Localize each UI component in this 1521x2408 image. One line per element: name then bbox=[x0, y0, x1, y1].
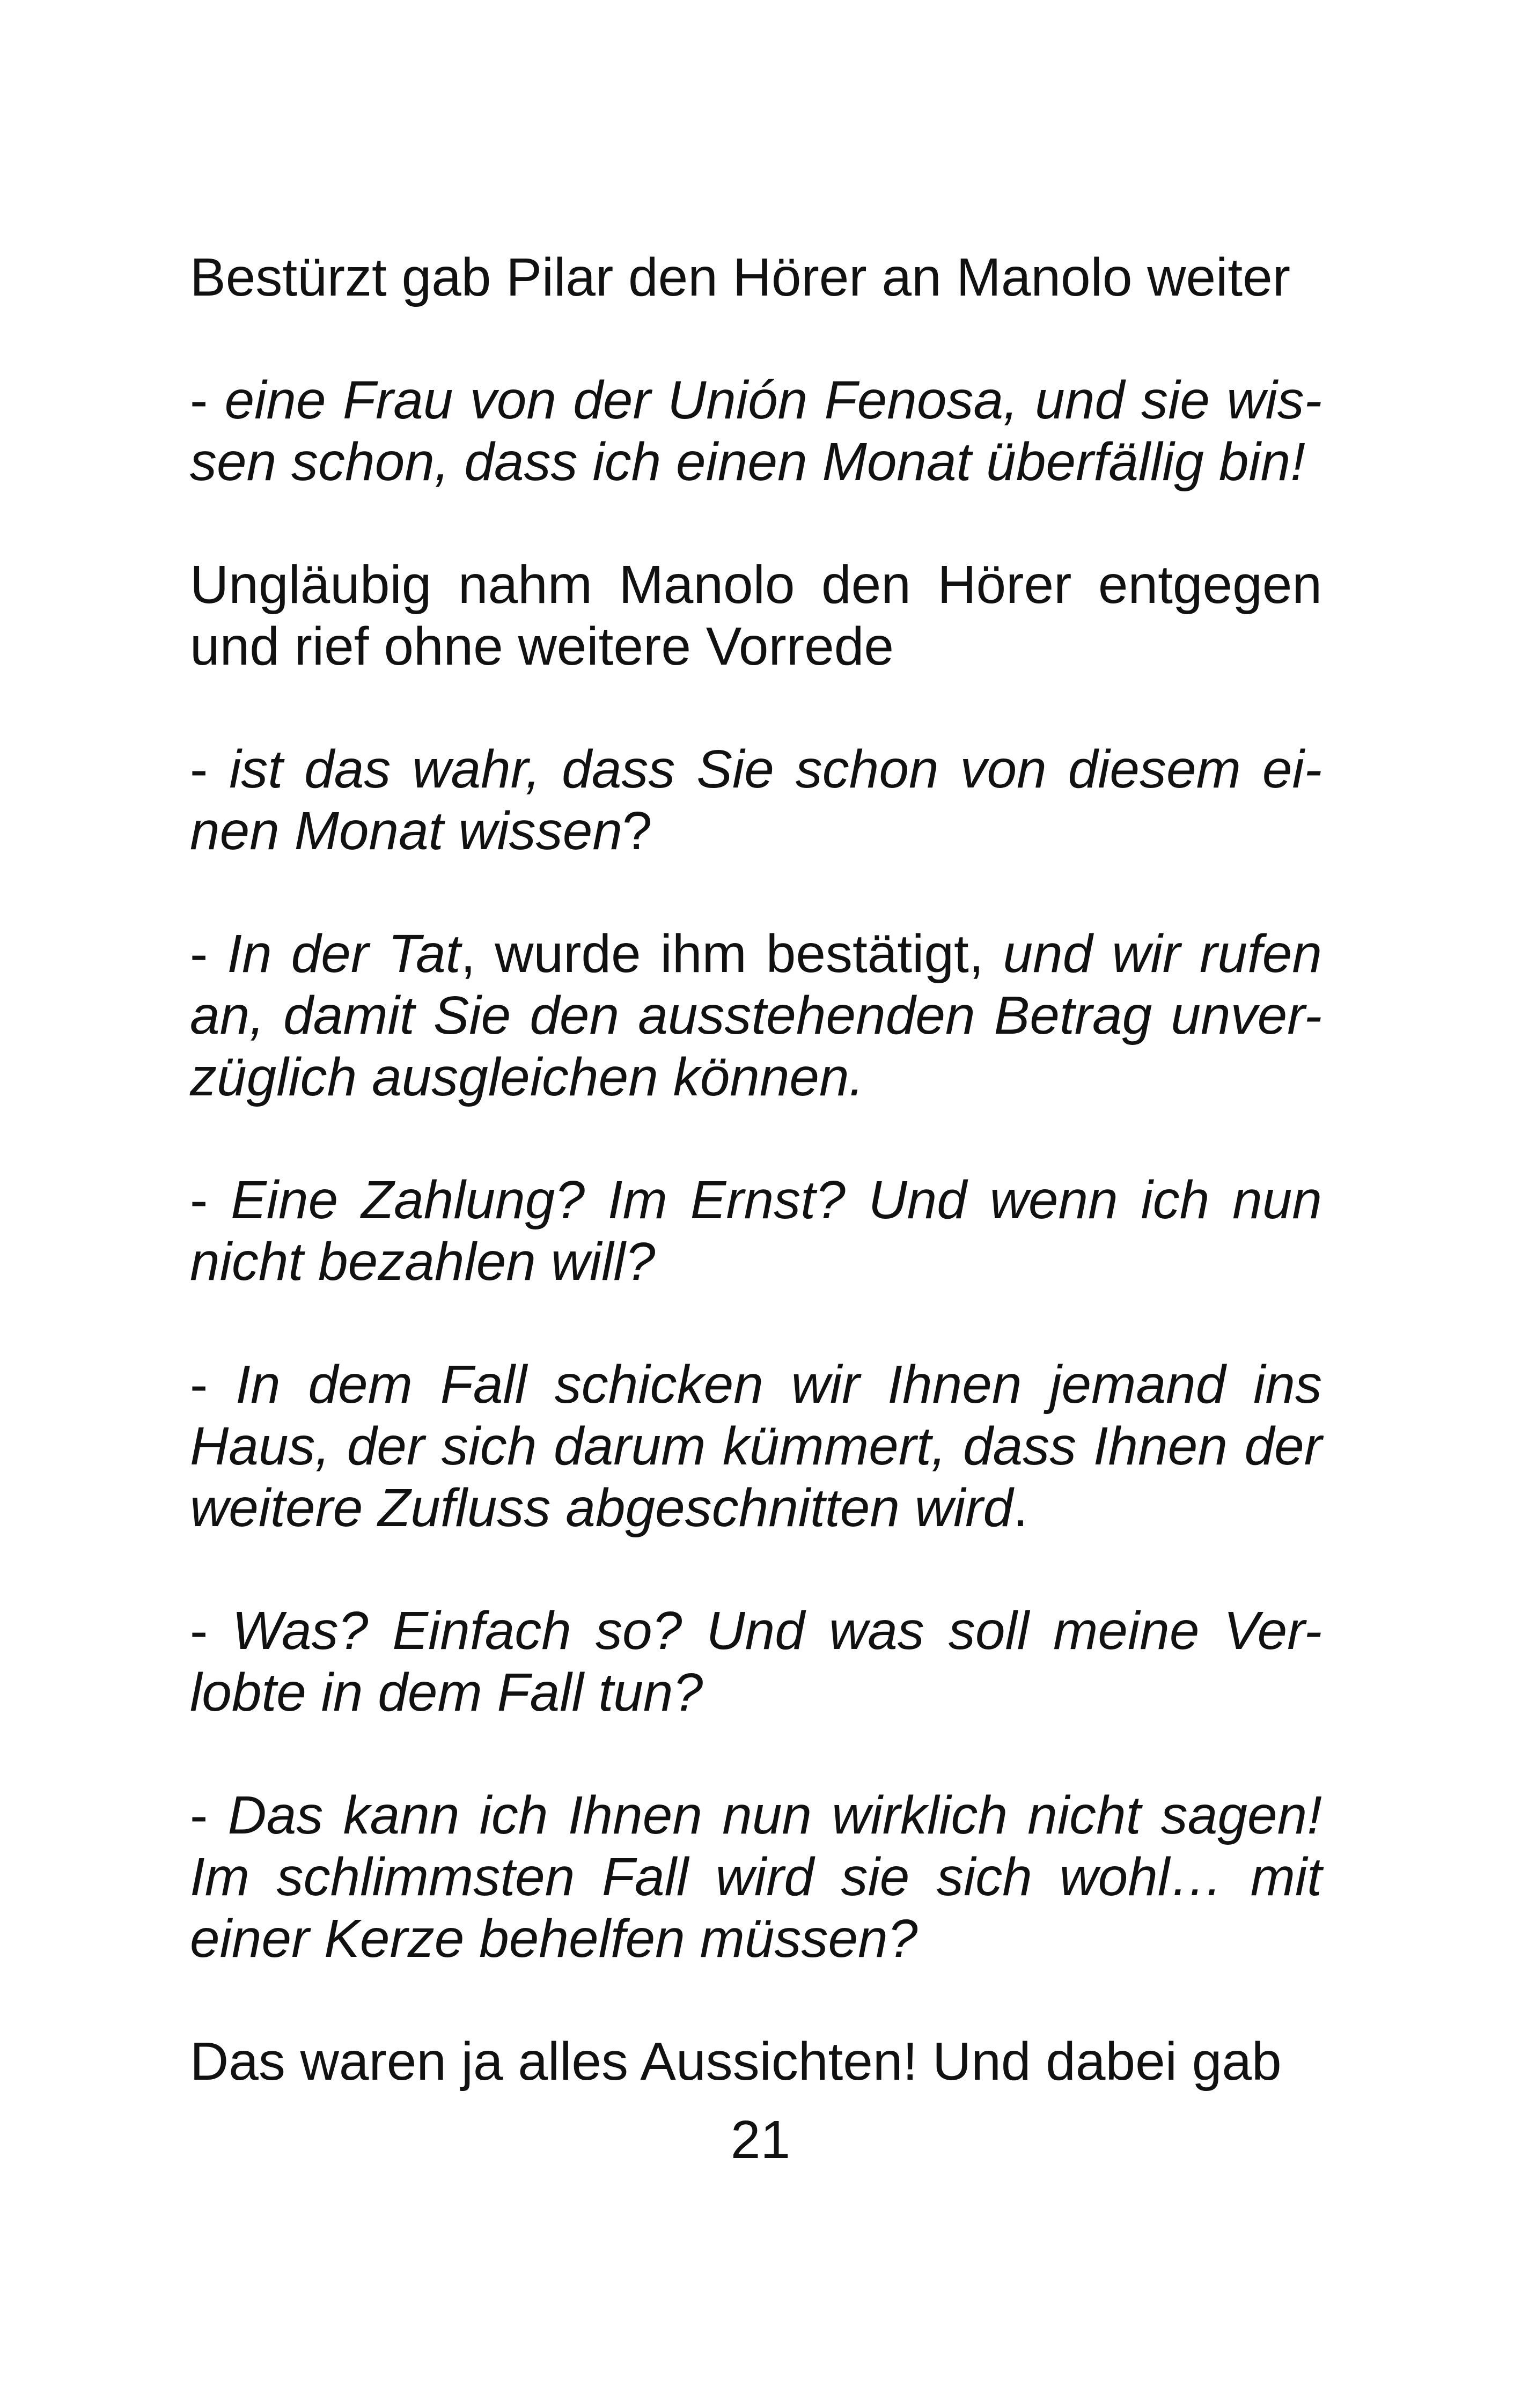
paragraph bbox=[190, 923, 1322, 1108]
text-segment: Das waren ja alles Aussichten! Und dabei gab bbox=[190, 2031, 1282, 2092]
text-line bbox=[190, 1477, 1322, 1539]
text-line bbox=[190, 1662, 1322, 1724]
text-segment: - bbox=[190, 1170, 231, 1230]
paragraph bbox=[190, 1600, 1322, 1724]
text-segment: , wurde ihm bestätigt, bbox=[460, 924, 1003, 984]
italic-text-segment: In der Tat bbox=[227, 924, 461, 984]
text-line bbox=[190, 247, 1322, 308]
italic-text-segment: eine Frau von der Unión Fenosa, und sie wis- bbox=[224, 370, 1322, 430]
paragraph bbox=[190, 1785, 1322, 1970]
text-line bbox=[190, 2031, 1322, 2093]
text-line bbox=[190, 985, 1322, 1047]
text-line bbox=[190, 431, 1322, 493]
italic-text-segment: nen Monat wissen bbox=[190, 801, 623, 861]
text-line bbox=[190, 1908, 1322, 1970]
italic-text-segment: einer Kerze behelfen müssen? bbox=[190, 1909, 918, 1969]
italic-text-segment: nicht bezahlen will? bbox=[190, 1232, 656, 1292]
italic-text-segment: Was? Einfach so? Und was soll meine Ver- bbox=[232, 1601, 1322, 1661]
italic-text-segment: lobte in dem Fall tun? bbox=[190, 1662, 703, 1722]
text-line bbox=[190, 1169, 1322, 1231]
text-segment: - bbox=[190, 739, 230, 799]
text-segment: Ungläubig nahm Manolo den Hörer entgegen bbox=[190, 555, 1322, 615]
italic-text-segment: In dem Fall schicken wir Ihnen jemand ins bbox=[236, 1354, 1322, 1415]
text-segment: - bbox=[190, 1785, 228, 1845]
text-segment: - bbox=[190, 1354, 236, 1415]
italic-text-segment: Das kann ich Ihnen nun wirklich nicht sagen! bbox=[227, 1785, 1322, 1845]
text-segment: Bestürzt gab Pilar den Hörer an Manolo weiter bbox=[190, 247, 1291, 307]
paragraph bbox=[190, 370, 1322, 493]
text-line bbox=[190, 1846, 1322, 1908]
page-number: 21 bbox=[730, 2110, 791, 2170]
paragraph bbox=[190, 554, 1322, 678]
text-line bbox=[190, 800, 1322, 862]
text-line bbox=[190, 1047, 1322, 1108]
paragraph bbox=[190, 1169, 1322, 1293]
text-segment: ? bbox=[622, 801, 652, 861]
text-segment: - bbox=[190, 1601, 232, 1661]
text-line bbox=[190, 1354, 1322, 1416]
italic-text-segment: Eine Zahlung? Im Ernst? Und wenn ich nun bbox=[231, 1170, 1322, 1230]
text-segment: und rief ohne weitere Vorrede bbox=[190, 616, 894, 676]
italic-text-segment: züglich ausgleichen können. bbox=[190, 1047, 864, 1107]
italic-text-segment: Im schlimmsten Fall wird sie sich wohl… mit bbox=[190, 1847, 1322, 1907]
text-line bbox=[190, 616, 1322, 678]
text-segment: - bbox=[190, 370, 225, 430]
text-line bbox=[190, 1600, 1322, 1662]
paragraph bbox=[190, 247, 1322, 308]
italic-text-segment: weitere Zufluss abgeschnitten wird bbox=[190, 1478, 1013, 1538]
text-line bbox=[190, 1785, 1322, 1846]
text-line bbox=[190, 1416, 1322, 1477]
text-line bbox=[190, 923, 1322, 985]
text-line bbox=[190, 370, 1322, 431]
paragraph bbox=[190, 739, 1322, 862]
italic-text-segment: sen schon, dass ich einen Monat überfällig bin! bbox=[190, 432, 1306, 492]
italic-text-segment: und wir rufen bbox=[1003, 924, 1322, 984]
text-line bbox=[190, 554, 1322, 616]
text-line bbox=[190, 1231, 1322, 1293]
body-text bbox=[190, 247, 1322, 2093]
text-segment: . bbox=[1013, 1478, 1028, 1538]
text-segment: - bbox=[190, 924, 227, 984]
text-line bbox=[190, 739, 1322, 800]
italic-text-segment: Haus, der sich darum kümmert, dass Ihnen der bbox=[190, 1416, 1322, 1476]
italic-text-segment: an, damit Sie den ausstehenden Betrag unver- bbox=[190, 985, 1322, 1045]
paragraph bbox=[190, 2031, 1322, 2093]
paragraph bbox=[190, 1354, 1322, 1539]
italic-text-segment: ist das wahr, dass Sie schon von diesem ei- bbox=[229, 739, 1322, 799]
